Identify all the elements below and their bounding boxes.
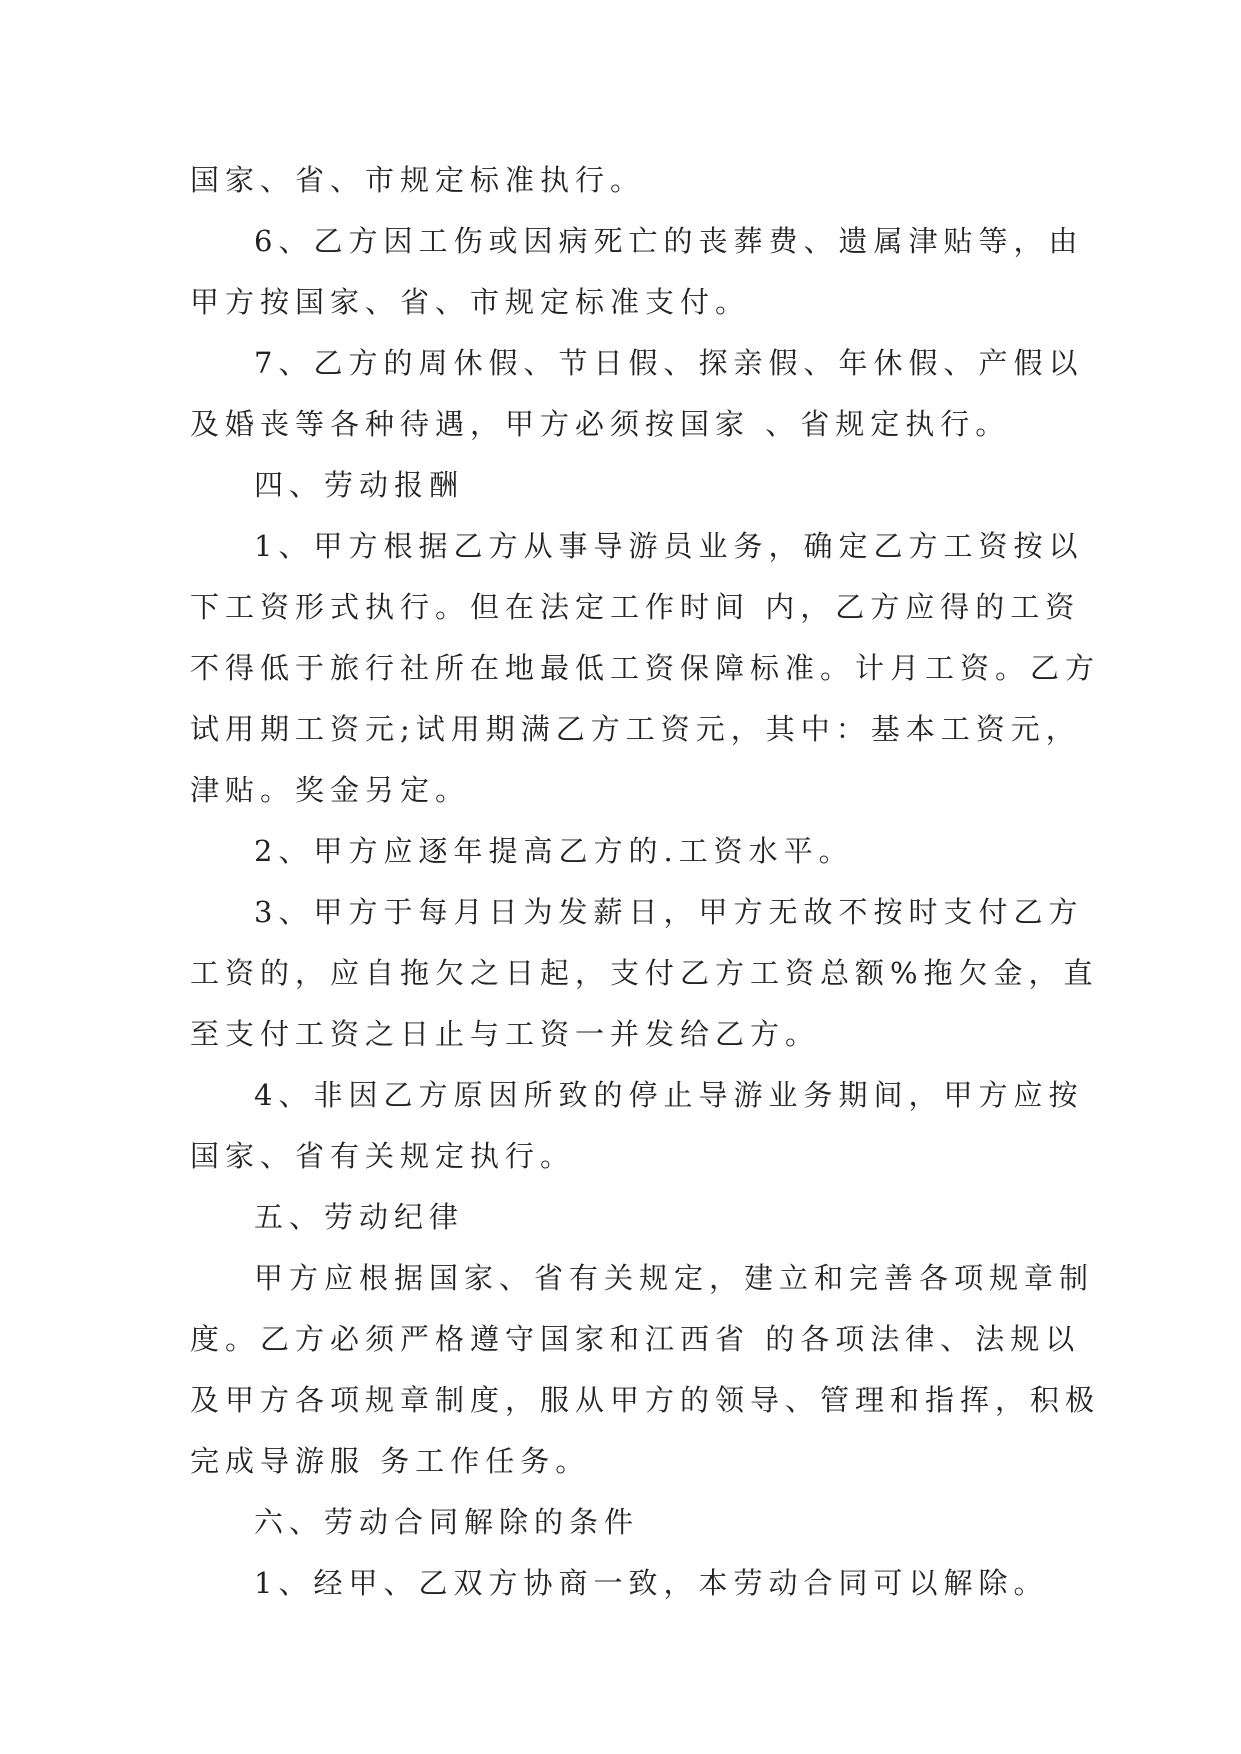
text-line: 不得低于旅行社所在地最低工资保障标准。计月工资。乙方 bbox=[190, 651, 1101, 685]
text-line: 7、乙方的周休假、节日假、探亲假、年休假、产假以 bbox=[254, 346, 1084, 380]
text-line: 甲方应根据国家、省有关规定，建立和完善各项规章制 bbox=[254, 1261, 1095, 1295]
text-line: 国家、省、市规定标准执行。 bbox=[190, 163, 646, 197]
text-line: 及甲方各项规章制度，服从甲方的领导、管理和指挥，积极 bbox=[190, 1383, 1101, 1417]
text-line: 度。乙方必须严格遵守国家和江西省 的各项法律、法规以 bbox=[190, 1322, 1081, 1356]
text-line: 4、非因乙方原因所致的停止导游业务期间，甲方应按 bbox=[254, 1078, 1084, 1112]
text-line: 下工资形式执行。但在法定工作时间 内，乙方应得的工资 bbox=[190, 590, 1081, 624]
text-line: 2、甲方应逐年提高乙方的.工资水平。 bbox=[254, 834, 854, 868]
document-page bbox=[190, 150, 1101, 1614]
section-heading: 五、劳动纪律 bbox=[254, 1200, 465, 1234]
text-line: 3、甲方于每月日为发薪日，甲方无故不按时支付乙方 bbox=[254, 895, 1084, 929]
text-line: 津贴。奖金另定。 bbox=[190, 773, 471, 807]
section-heading: 四、劳动报酬 bbox=[254, 468, 465, 502]
text-line: 1、甲方根据乙方从事导游员业务，确定乙方工资按以 bbox=[254, 529, 1084, 563]
section-heading: 六、劳动合同解除的条件 bbox=[254, 1505, 640, 1539]
text-line: 及婚丧等各种待遇，甲方必须按国家 、省规定执行。 bbox=[190, 407, 1011, 441]
text-line: 国家、省有关规定执行。 bbox=[190, 1139, 576, 1173]
text-line: 至支付工资之日止与工资一并发给乙方。 bbox=[190, 1017, 821, 1051]
text-line: 甲方按国家、省、市规定标准支付。 bbox=[190, 285, 751, 319]
text-line: 试用期工资元;试用期满乙方工资元，其中：基本工资元， bbox=[190, 712, 1081, 746]
text-line: 1、经甲、乙双方协商一致，本劳动合同可以解除。 bbox=[254, 1566, 1049, 1600]
text-line: 完成导游服 务工作任务。 bbox=[190, 1444, 591, 1478]
text-line: 工资的，应自拖欠之日起，支付乙方工资总额%拖欠金，直 bbox=[190, 956, 1099, 990]
text-line: 6、乙方因工伤或因病死亡的丧葬费、遗属津贴等，由 bbox=[254, 224, 1084, 258]
